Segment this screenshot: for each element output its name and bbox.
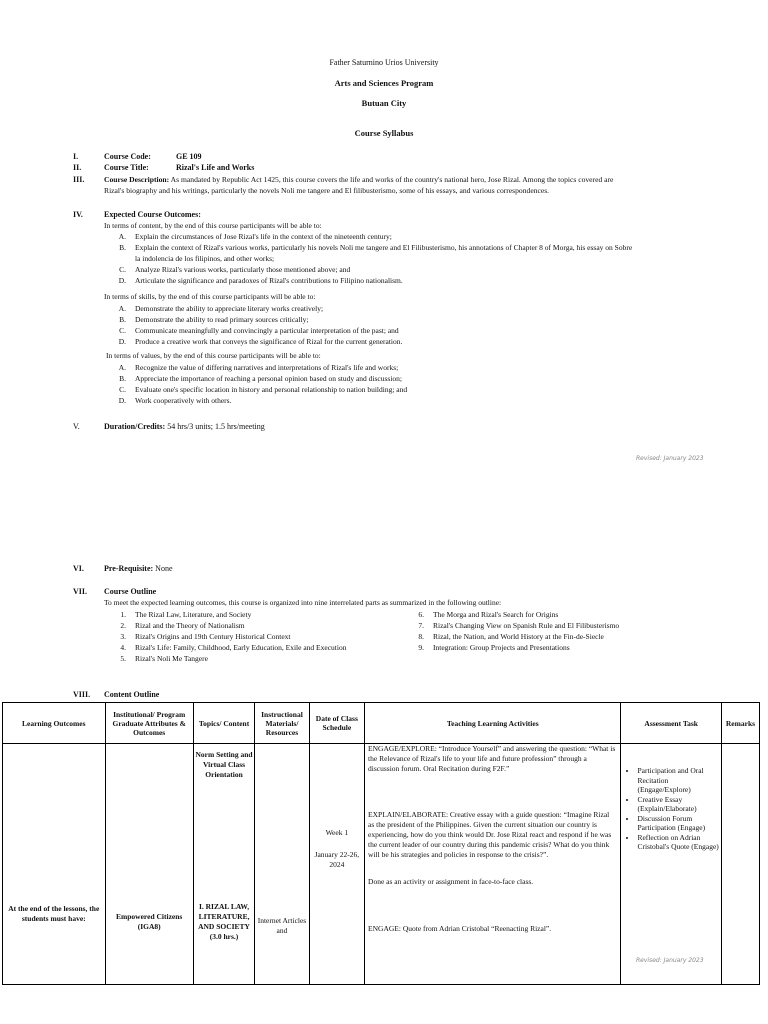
list-item: • Participation and Oral Recitation (Engage/Explore) — [637, 766, 719, 795]
list-item: 5. Rizal's Noli Me Tangere — [120, 654, 208, 663]
list-item: la indolencia de los filipinos, and other works; — [135, 254, 275, 263]
list-item: 4. Rizal's Life: Family, Childhood, Early Education, Exile and Execution — [120, 643, 347, 652]
activity-engage-explore: ENGAGE/EXPLORE: “Introduce Yourself” and answering the question: “What is the Relevance of Rizal's life to your life and future profession” through a discussion forum. Oral Recitation during F2F.” — [368, 744, 616, 773]
course-title-label: Course Title: — [104, 163, 149, 172]
course-description-line1: As mandated by Republic Act 1425, this course covers the life and works of the country's national hero, Jose Rizal. Among the topics covered are — [170, 175, 614, 184]
course-description-line2: Rizal's biography and his writings, particularly the novels Noli me tangere and El filibusterismo, some of his essays, and various correspondences. — [104, 186, 550, 195]
list-item: • Discussion Forum Participation (Engage) — [637, 814, 719, 833]
list-item: B. Demonstrate the ability to read primary sources critically; — [119, 315, 309, 324]
course-outline-left — [108, 609, 346, 664]
header-learning-outcomes: Learning Outcomes — [3, 703, 106, 744]
values-outcomes-list — [108, 362, 407, 406]
course-code-label: Course Code: — [104, 152, 151, 161]
section-number: VIII. — [73, 690, 91, 699]
list-item: A. Explain the circumstances of Jose Rizal's life in the context of the nineteenth century; — [118, 232, 392, 241]
duration-value: 54 hrs/3 units; 1.5 hrs/meeting — [167, 422, 265, 431]
list-item: 8. Rizal, the Nation, and World History at the Fin-de-Siecle — [418, 632, 604, 641]
content-intro: In terms of content, by the end of this course participants will be able to: — [104, 221, 322, 230]
attributes-cell: Empowered Citizens (IGA8) — [116, 912, 183, 931]
table-row — [3, 744, 760, 985]
content-outline-table — [2, 702, 760, 985]
section-number: I. — [73, 152, 79, 161]
revised-note: Revised: January 2023 — [636, 455, 704, 462]
program-name: Arts and Sciences Program — [334, 78, 434, 88]
course-outline-label: Course Outline — [104, 587, 157, 596]
activity-engage-quote: ENGAGE: Quote from Adrian Cristobal “Reenacting Rizal”. — [368, 924, 552, 933]
skills-outcomes-list — [108, 303, 402, 347]
course-title-value: Rizal's Life and Works — [176, 163, 255, 172]
list-item: B. Appreciate the importance of reaching a personal opinion based on study and discussion; — [119, 374, 403, 383]
list-item: A. Demonstrate the ability to appreciate literary works creatively; — [118, 304, 324, 313]
course-code-value: GE 109 — [176, 152, 202, 161]
list-item: 9. Integration: Group Projects and Presentations — [418, 643, 570, 652]
activity-explain-elaborate: EXPLAIN/ELABORATE: Creative essay with a guide question: “Imagine Rizal as the president of the Philippines. Given the current situation our country is experiencing, how do you think would Dr. Jose Rizal react and respond if he was the current leader of our country during this pandemic crisis? What do you think will be his strategies and policies in response to the crisis?”. — [368, 810, 612, 859]
values-intro: In terms of values, by the end of this course participants will be able to: — [106, 351, 321, 360]
content-outcomes-list — [108, 231, 632, 286]
list-item: • Reflection on Adrian Cristobal's Quote (Engage) — [637, 833, 719, 852]
list-item: • Creative Essay (Explain/Elaborate) — [637, 795, 719, 814]
list-item: D. Articulate the significance and paradoxes of Rizal's contributions to Filipino nationalism. — [118, 276, 403, 285]
list-item: D. Produce a creative work that conveys the significance of Rizal for the current generation. — [118, 337, 403, 346]
assessment-list — [623, 766, 719, 852]
header-topics: Topics/ Content — [193, 703, 255, 744]
list-item: 7. Rizal's Changing View on Spanish Rule and El Filibusterismo — [418, 621, 620, 630]
activity-note: Done as an activity or assignment in face-to-face class. — [368, 877, 534, 886]
header-attributes: Institutional/ Program Graduate Attributes & Outcomes — [105, 703, 193, 744]
schedule-dates: January 22-26, 2024 — [314, 850, 360, 869]
list-item: C. Communicate meaningfully and convincingly a particular interpretation of the past; and — [119, 326, 399, 335]
section-number: III. — [73, 175, 85, 184]
section-number: VI. — [73, 564, 84, 573]
list-item: B. Explain the context of Rizal's various works, particularly his novels Noli me tangere and El Filibusterismo, his annotations of Chapter 8 of Morga, his essay on Sobre — [119, 243, 633, 252]
course-outline-intro: To meet the expected learning outcomes, this course is organized into nine interrelated parts as summarized in the following outline: — [104, 598, 502, 607]
topic-rizal-law: I. RIZAL LAW, LITERATURE, AND SOCIETY (3.0 hrs.) — [198, 902, 250, 941]
header-remarks: Remarks — [721, 703, 759, 744]
list-item: 1. The Rizal Law, Literature, and Society — [120, 610, 252, 619]
revised-note: Revised: January 2023 — [636, 957, 704, 964]
learning-outcomes-cell: At the end of the lessons, the students must have: — [8, 904, 100, 923]
city-name: Butuan City — [361, 98, 407, 108]
section-number: II. — [73, 163, 82, 172]
section-number: V. — [73, 422, 80, 431]
table-header-row — [3, 703, 760, 744]
list-item: A. Recognize the value of differing narratives and interpretations of Rizal's life and works; — [118, 363, 399, 372]
topic-orientation: Norm Setting and Virtual Class Orientation — [195, 750, 253, 779]
list-item: D. Work cooperatively with others. — [118, 396, 232, 405]
list-item: 3. Rizal's Origins and 19th Century Historical Context — [120, 632, 291, 641]
duration-label: Duration/Credits: — [104, 422, 166, 431]
materials-cell: Internet Articles and — [257, 916, 307, 935]
list-item: 6. The Morga and Rizal's Search for Origins — [418, 610, 559, 619]
header-activities: Teaching Learning Activities — [365, 703, 621, 744]
document-title: Course Syllabus — [354, 128, 414, 138]
header-assessment: Assessment Task — [621, 703, 722, 744]
course-description-label: Course Description: — [104, 175, 170, 184]
course-outline-right — [406, 609, 619, 653]
section-number: VII. — [73, 587, 88, 596]
remarks-cell — [721, 744, 759, 985]
prerequisite-label: Pre-Requisite: — [104, 564, 154, 573]
header-materials: Instructional Materials/ Resources — [255, 703, 309, 744]
prerequisite-value: None — [155, 564, 173, 573]
section-number: IV. — [73, 210, 83, 219]
list-item: C. Evaluate one's specific location in history and personal relationship to nation building; and — [119, 385, 408, 394]
skills-intro: In terms of skills, by the end of this course participants will be able to: — [104, 292, 316, 301]
university-name: Father Saturnino Urios University — [329, 58, 439, 67]
week-label: Week 1 — [325, 828, 349, 837]
list-item: C. Analyze Rizal's various works, particularly those mentioned above; and — [119, 265, 351, 274]
list-item: 2. Rizal and the Theory of Nationalism — [120, 621, 245, 630]
header-schedule: Date of Class Schedule — [309, 703, 364, 744]
content-outline-label: Content Outline — [104, 690, 160, 699]
expected-outcomes-label: Expected Course Outcomes: — [104, 210, 201, 219]
